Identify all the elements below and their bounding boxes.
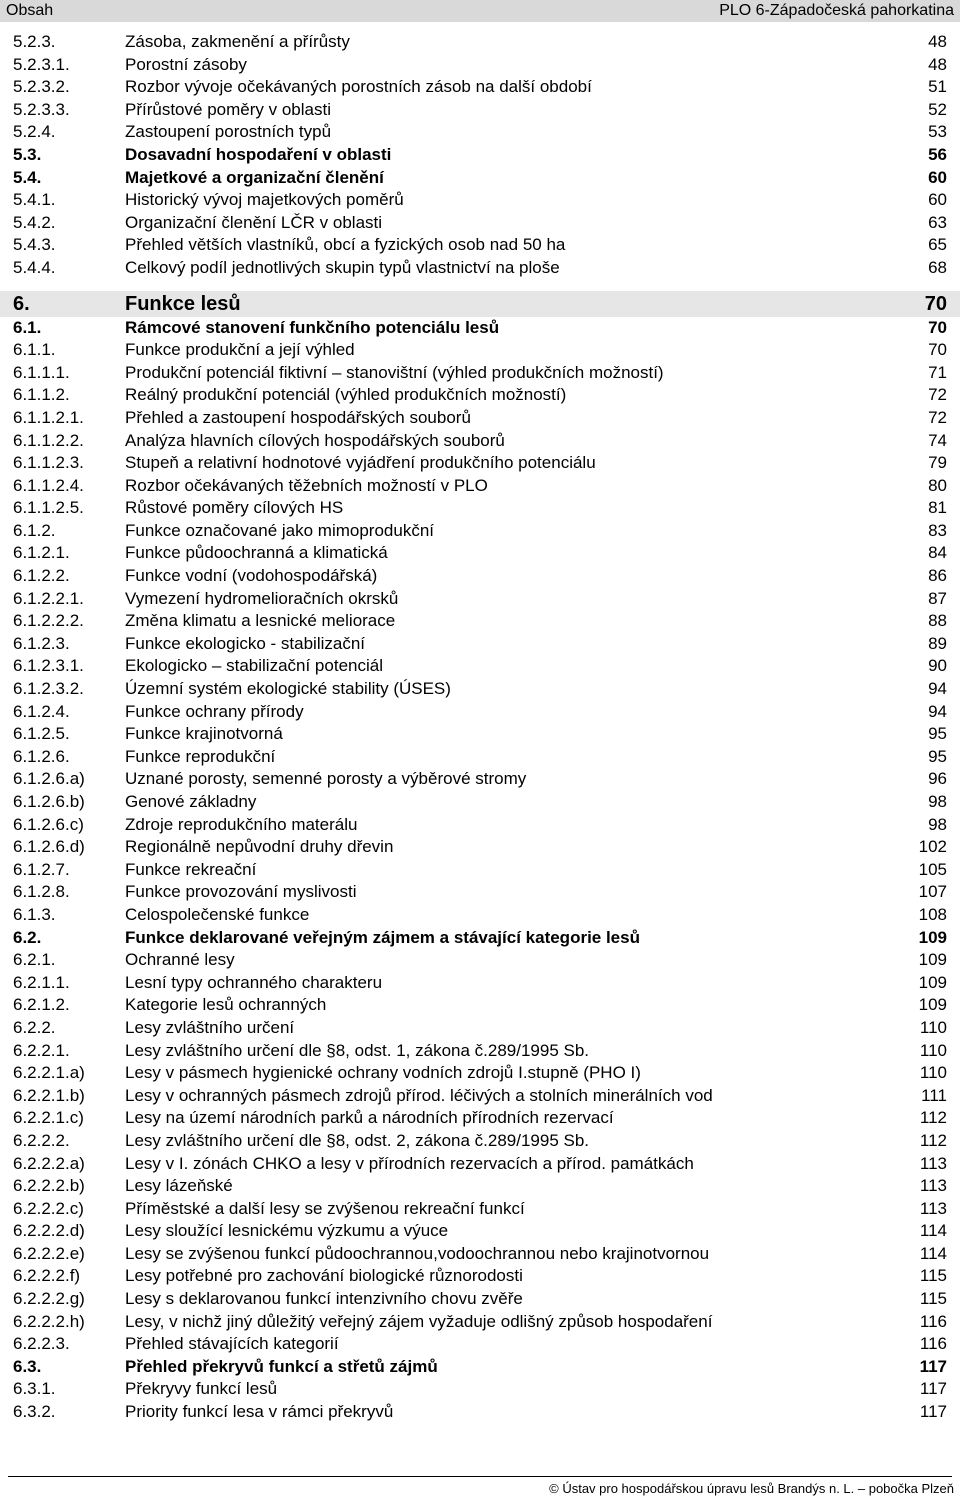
toc-entry[interactable] [0,189,960,212]
toc-entry[interactable] [0,927,960,950]
toc-entry-number: 6.1.2.3.1. [13,656,84,676]
toc-entry-number: 6.2.1.1. [13,972,70,992]
toc-entry[interactable] [0,76,960,99]
toc-entry-title: Reálný produkční potenciál (výhled produkčních možností) [125,385,567,405]
toc-entry-number: 6.1. [13,317,42,337]
toc-entry[interactable] [0,291,960,317]
toc-entry[interactable] [0,1130,960,1153]
toc-entry-title: Celospolečenské funkce [125,904,310,924]
toc-entry-title: Regionálně nepůvodní druhy dřevin [125,837,394,857]
toc-entry[interactable] [0,339,960,362]
toc-entry-page: 110 [919,1040,947,1060]
toc-entry-page: 117 [919,1402,947,1422]
toc-entry[interactable] [0,723,960,746]
toc-entry[interactable] [0,54,960,77]
toc-entry[interactable] [0,881,960,904]
toc-entry-title: Funkce produkční a její výhled [125,340,355,360]
toc-entry-title: Analýza hlavních cílových hospodářských souborů [125,430,505,450]
toc-entry-title: Historický vývoj majetkových poměrů [125,190,404,210]
toc-entry-number: 6.2.1. [13,950,56,970]
toc-entry-title: Funkce deklarované veřejným zájmem a stávající kategorie lesů [125,927,640,947]
toc-entry-number: 6.1.1.2.5. [13,498,84,518]
toc-entry-title: Lesy zvláštního určení dle §8, odst. 2, zákona č.289/1995 Sb. [125,1130,590,1150]
toc-entry[interactable] [0,430,960,453]
toc-entry-number: 5.2.3.1. [13,54,70,74]
toc-entry-number: 6.1.2.7. [13,859,70,879]
toc-entry-page: 115 [919,1289,947,1309]
toc-entry-title: Majetkové a organizační členění [125,167,384,187]
toc-entry-title: Lesy se zvýšenou funkcí půdoochrannou,vodoochrannou nebo krajinotvornou [125,1243,710,1263]
toc-entry-page: 94 [928,701,947,721]
toc-entry-number: 6.1.2.5. [13,724,70,744]
toc-entry-number: 6.1.1.2.2. [13,430,84,450]
toc-entry[interactable] [0,407,960,430]
toc-entry[interactable] [0,497,960,520]
toc-entry-page: 71 [928,362,947,382]
toc-entry-page: 114 [919,1243,947,1263]
toc-entry-page: 90 [928,656,947,676]
toc-entry-page: 109 [918,927,947,947]
toc-entry[interactable] [0,1401,960,1424]
toc-entry-page: 110 [919,1063,947,1083]
toc-entry-title: Zastoupení porostních typů [125,122,332,142]
toc-entry[interactable] [0,542,960,565]
toc-entry-page: 74 [928,430,947,450]
toc-entry-title: Lesy zvláštního určení dle §8, odst. 1, zákona č.289/1995 Sb. [125,1040,590,1060]
toc-entry-number: 6.2.2.2.g) [13,1289,85,1309]
toc-entry-title: Celkový podíl jednotlivých skupin typů vlastnictví na ploše [125,257,560,277]
toc-entry-page: 115 [919,1266,947,1286]
toc-entry[interactable] [0,768,960,791]
toc-entry-number: 5.2.4. [13,122,56,142]
toc-entry-page: 109 [918,972,947,992]
toc-entry-number: 6.1.2.1. [13,543,70,563]
toc-entry-title: Příměstské a další lesy se zvýšenou rekreační funkcí [125,1198,525,1218]
toc-entry[interactable] [0,362,960,385]
toc-entry[interactable] [0,1311,960,1334]
toc-entry[interactable] [0,791,960,814]
toc-entry-title: Lesy lázeňské [125,1176,233,1196]
toc-entry-title: Uznané porosty, semenné porosty a výběrové stromy [125,769,527,789]
toc-entry-number: 6.1.2.2.1. [13,588,84,608]
toc-entry-title: Lesy potřebné pro zachování biologické různorodosti [125,1266,523,1286]
toc-entry-title: Rozbor vývoje očekávaných porostních zásob na další období [125,77,592,97]
toc-entry-title: Růstové poměry cílových HS [125,498,344,518]
toc-entry[interactable] [0,520,960,543]
toc-entry-title: Přehled a zastoupení hospodářských souborů [125,407,471,427]
toc-entry-page: 56 [928,144,947,164]
toc-entry-number: 5.2.3.2. [13,77,70,97]
toc-entry-page: 116 [919,1334,947,1354]
footer-divider [8,1476,952,1477]
toc-entry-page: 108 [918,904,947,924]
toc-entry-page: 70 [928,340,947,360]
toc-entry-title: Vymezení hydromelioračních okrsků [125,588,399,608]
toc-entry-title: Ekologicko – stabilizační potenciál [125,656,383,676]
toc-entry-page: 87 [928,588,947,608]
toc-entry[interactable] [0,1040,960,1063]
toc-entry-title: Porostní zásoby [125,54,247,74]
toc-entry[interactable] [0,836,960,859]
toc-entry-number: 5.4.4. [13,257,56,277]
toc-entry-title: Stupeň a relativní hodnotové vyjádření produkčního potenciálu [125,453,596,473]
toc-entry-title: Priority funkcí lesa v rámci překryvů [125,1402,394,1422]
toc-entry-title: Funkce ochrany přírody [125,701,304,721]
header-document-title: PLO 6-Západočeská pahorkatina [719,2,954,19]
toc-entry[interactable] [0,972,960,995]
toc-entry[interactable] [0,1265,960,1288]
toc-entry-number: 6.1.1.1. [13,362,70,382]
toc-entry-title: Funkce ekologicko - stabilizační [125,633,366,653]
toc-entry-page: 105 [918,859,947,879]
toc-entry-page: 86 [928,566,947,586]
toc-entry-page: 98 [928,814,947,834]
toc-entry-title: Funkce vodní (vodohospodářská) [125,566,378,586]
toc-entry-number: 6.1.2.3. [13,633,70,653]
header-section-title: Obsah [6,2,54,19]
toc-entry[interactable] [0,99,960,122]
toc-entry[interactable] [0,167,960,190]
toc-entry-page: 117 [919,1379,947,1399]
toc-entry[interactable] [0,1220,960,1243]
toc-entry-title: Funkce reprodukční [125,746,276,766]
toc-entry-number: 6.1.2.2. [13,566,70,586]
toc-entry-page: 60 [928,190,947,210]
toc-entry-title: Dosavadní hospodaření v oblasti [125,144,392,164]
toc-entry-title: Ochranné lesy [125,950,235,970]
toc-entry-title: Funkce půdoochranná a klimatická [125,543,388,563]
toc-entry-number: 6.2.2.2. [13,1130,70,1150]
toc-entry-title: Přehled stávajících kategorií [125,1334,339,1354]
toc-entry-page: 117 [919,1356,947,1376]
toc-entry-number: 6.2.2.2.f) [13,1266,81,1286]
toc-entry[interactable] [0,1288,960,1311]
toc-entry[interactable] [0,633,960,656]
toc-entry-number: 5.4. [13,167,42,187]
toc-entry-number: 6.2.2.1.a) [13,1063,85,1083]
toc-entry[interactable] [0,678,960,701]
toc-entry[interactable] [0,588,960,611]
toc-entry-number: 5.3. [13,144,42,164]
page-header [0,0,960,22]
toc-entry-number: 6.2.2.2.d) [13,1221,85,1241]
toc-entry[interactable] [0,1378,960,1401]
toc-entry-page: 60 [928,167,947,187]
toc-entry[interactable] [0,452,960,475]
toc-entry-number: 6.2.2.1.b) [13,1085,85,1105]
toc-entry[interactable] [0,475,960,498]
toc-entry-title: Zásoba, zakmenění a přírůsty [125,32,350,51]
toc-entry-title: Funkce označované jako mimoprodukční [125,520,434,540]
toc-entry[interactable] [0,212,960,235]
toc-entry[interactable] [0,701,960,724]
toc-entry-title: Lesní typy ochranného charakteru [125,972,383,992]
toc-entry-title: Lesy v ochranných pásmech zdrojů přírod. léčivých a stolních minerálních vod [125,1085,713,1105]
toc-entry[interactable] [0,1085,960,1108]
toc-entry-page: 94 [928,679,947,699]
toc-entry-number: 5.2.3.3. [13,99,70,119]
toc-entry-title: Rozbor očekávaných těžebních možností v PLO [125,475,488,495]
toc-entry[interactable] [0,1017,960,1040]
toc-entry-title: Funkce rekreační [125,859,257,879]
toc-entry-number: 6.1.2.2.2. [13,611,84,631]
toc-entry-page: 63 [928,212,947,232]
toc-entry[interactable] [0,1198,960,1221]
toc-entry-page: 70 [924,292,947,315]
toc-entry-title: Lesy na území národních parků a národních přírodních rezervací [125,1108,614,1128]
toc-entry-page: 89 [928,633,947,653]
toc-entry-number: 6.3.2. [13,1402,56,1422]
toc-entry-page: 51 [928,77,947,97]
toc-entry-number: 6.3.1. [13,1379,56,1399]
toc-entry-number: 5.4.3. [13,235,56,255]
toc-entry-title: Přehled větších vlastníků, obcí a fyzických osob nad 50 ha [125,235,566,255]
toc-entry-page: 52 [928,99,947,119]
toc-entry[interactable] [0,31,960,54]
toc-entry-page: 88 [928,611,947,631]
toc-entry-page: 114 [919,1221,947,1241]
toc-entry[interactable] [0,655,960,678]
toc-entry-number: 6.1.1.2. [13,385,70,405]
toc-entry-title: Funkce krajinotvorná [125,724,283,744]
toc-entry-title: Rámcové stanovení funkčního potenciálu lesů [125,317,500,337]
toc-entry-number: 5.4.1. [13,190,56,210]
toc-entry-page: 111 [921,1085,947,1105]
toc-entry-number: 5.4.2. [13,212,56,232]
toc-entry-page: 110 [919,1017,947,1037]
toc-entry-number: 6. [13,292,30,315]
toc-entry-number: 6.1.2.8. [13,882,70,902]
toc-entry[interactable] [0,1243,960,1266]
toc-entry-page: 107 [918,882,947,902]
toc-entry-page: 70 [928,317,947,337]
toc-entry[interactable] [0,1175,960,1198]
toc-entry-title: Lesy s deklarovanou funkcí intenzivního chovu zvěře [125,1289,523,1309]
toc-entry[interactable] [0,1333,960,1356]
toc-entry-title: Funkce provozování myslivosti [125,882,357,902]
toc-entry-title: Genové základny [125,792,257,811]
toc-entry-number: 6.2.2.2.h) [13,1311,85,1331]
toc-entry-page: 109 [918,995,947,1015]
toc-entry[interactable] [0,1356,960,1379]
toc-entry-title: Lesy v pásmech hygienické ochrany vodních zdrojů I.stupně (PHO I) [125,1063,641,1083]
toc-entry-page: 102 [918,837,947,857]
toc-entry-title: Kategorie lesů ochranných [125,995,327,1015]
toc-entry[interactable] [0,1153,960,1176]
toc-entry-number: 6.1.2.4. [13,701,70,721]
toc-entry-number: 6.1.2.6.a) [13,769,85,789]
toc-entry-title: Produkční potenciál fiktivní – stanovištní (výhled produkčních možností) [125,362,664,382]
toc-entry-page: 113 [919,1153,947,1173]
toc-entry[interactable] [0,234,960,257]
toc-entry-number: 6.1.1.2.4. [13,475,84,495]
toc-entry[interactable] [0,904,960,927]
toc-entry-page: 96 [928,769,947,789]
toc-entry[interactable] [0,746,960,769]
toc-entry[interactable] [0,994,960,1017]
toc-entry-title: Změna klimatu a lesnické meliorace [125,611,396,631]
toc-entry[interactable] [0,1107,960,1130]
toc-entry-number: 6.3. [13,1356,42,1376]
toc-entry-number: 6.2.1.2. [13,995,70,1015]
toc-entry-page: 68 [928,257,947,277]
toc-entry-page: 72 [928,407,947,427]
toc-entry-page: 83 [928,520,947,540]
toc-entry-number: 6.1.2.3.2. [13,679,84,699]
toc-entry-title: Organizační členění LČR v oblasti [125,212,383,232]
toc-entry-number: 6.2.2.1. [13,1040,70,1060]
toc-entry-page: 112 [919,1130,947,1150]
toc-entry-page: 79 [928,453,947,473]
toc-entry-page: 48 [928,54,947,74]
toc-entry[interactable] [0,859,960,882]
toc-entry-title: Lesy v I. zónách CHKO a lesy v přírodních rezervacích a přírod. památkách [125,1153,694,1173]
toc-entry-number: 6.2.2.2.c) [13,1198,84,1218]
toc-entry-page: 48 [928,32,947,51]
toc-entry-number: 6.1.2.6.c) [13,814,84,834]
toc-entry-page: 113 [919,1198,947,1218]
toc-entry-number: 6.1.2.6. [13,746,70,766]
toc-entry[interactable] [0,257,960,280]
toc-entry[interactable] [0,949,960,972]
toc-entry-number: 5.2.3. [13,32,56,51]
toc-entry-number: 6.1.1.2.3. [13,453,84,473]
toc-entry-page: 81 [928,498,947,518]
toc-entry-title: Lesy sloužící lesnickému výzkumu a výuce [125,1221,449,1241]
toc-entry-title: Přírůstové poměry v oblasti [125,99,331,119]
toc-entry-title: Lesy, v nichž jiný důležitý veřejný zájem vyžaduje odlišný způsob hospodaření [125,1311,713,1331]
toc-entry[interactable] [0,121,960,144]
toc-entry-title: Překryvy funkcí lesů [125,1379,278,1399]
toc-entry-title: Lesy zvláštního určení [125,1017,295,1037]
toc-entry-page: 80 [928,475,947,495]
toc-entry-number: 6.2.2.2.a) [13,1153,85,1173]
toc-entry-title: Zdroje reprodukčního materálu [125,814,358,834]
toc-entry-title: Funkce lesů [125,292,241,315]
toc-entry-page: 53 [928,122,947,142]
toc-entry-number: 6.2.2. [13,1017,56,1037]
toc-entry-title: Územní systém ekologické stability (ÚSES) [125,679,451,699]
toc-entry[interactable] [0,814,960,837]
toc-entry-page: 113 [919,1176,947,1196]
toc-entry-number: 6.1.2. [13,520,56,540]
toc-entry-number: 6.1.1. [13,340,56,360]
page-footer: © Ústav pro hospodářskou úpravu lesů Brandýs n. L. – pobočka Plzeň [549,1481,954,1496]
table-of-contents [0,31,960,1424]
toc-entry-number: 6.2. [13,927,42,947]
toc-entry[interactable] [0,384,960,407]
toc-entry[interactable] [0,610,960,633]
toc-entry-number: 6.2.2.2.e) [13,1243,85,1263]
toc-entry-number: 6.2.2.1.c) [13,1108,84,1128]
toc-entry-page: 98 [928,792,947,811]
toc-entry-number: 6.1.1.2.1. [13,407,84,427]
toc-entry-title: Přehled překryvů funkcí a střetů zájmů [125,1356,438,1376]
toc-entry-number: 6.1.3. [13,904,56,924]
toc-entry-page: 84 [928,543,947,563]
toc-entry-page: 95 [928,724,947,744]
toc-entry-page: 109 [918,950,947,970]
toc-entry[interactable] [0,1062,960,1085]
toc-entry-page: 112 [919,1108,947,1128]
toc-entry-number: 6.1.2.6.b) [13,792,85,811]
toc-entry-number: 6.1.2.6.d) [13,837,85,857]
toc-entry[interactable] [0,565,960,588]
toc-entry-page: 65 [928,235,947,255]
toc-entry-page: 72 [928,385,947,405]
toc-entry-page: 95 [928,746,947,766]
toc-entry[interactable] [0,317,960,340]
toc-entry-number: 6.2.2.3. [13,1334,70,1354]
toc-entry-page: 116 [919,1311,947,1331]
toc-entry-number: 6.2.2.2.b) [13,1176,85,1196]
toc-entry[interactable] [0,144,960,167]
